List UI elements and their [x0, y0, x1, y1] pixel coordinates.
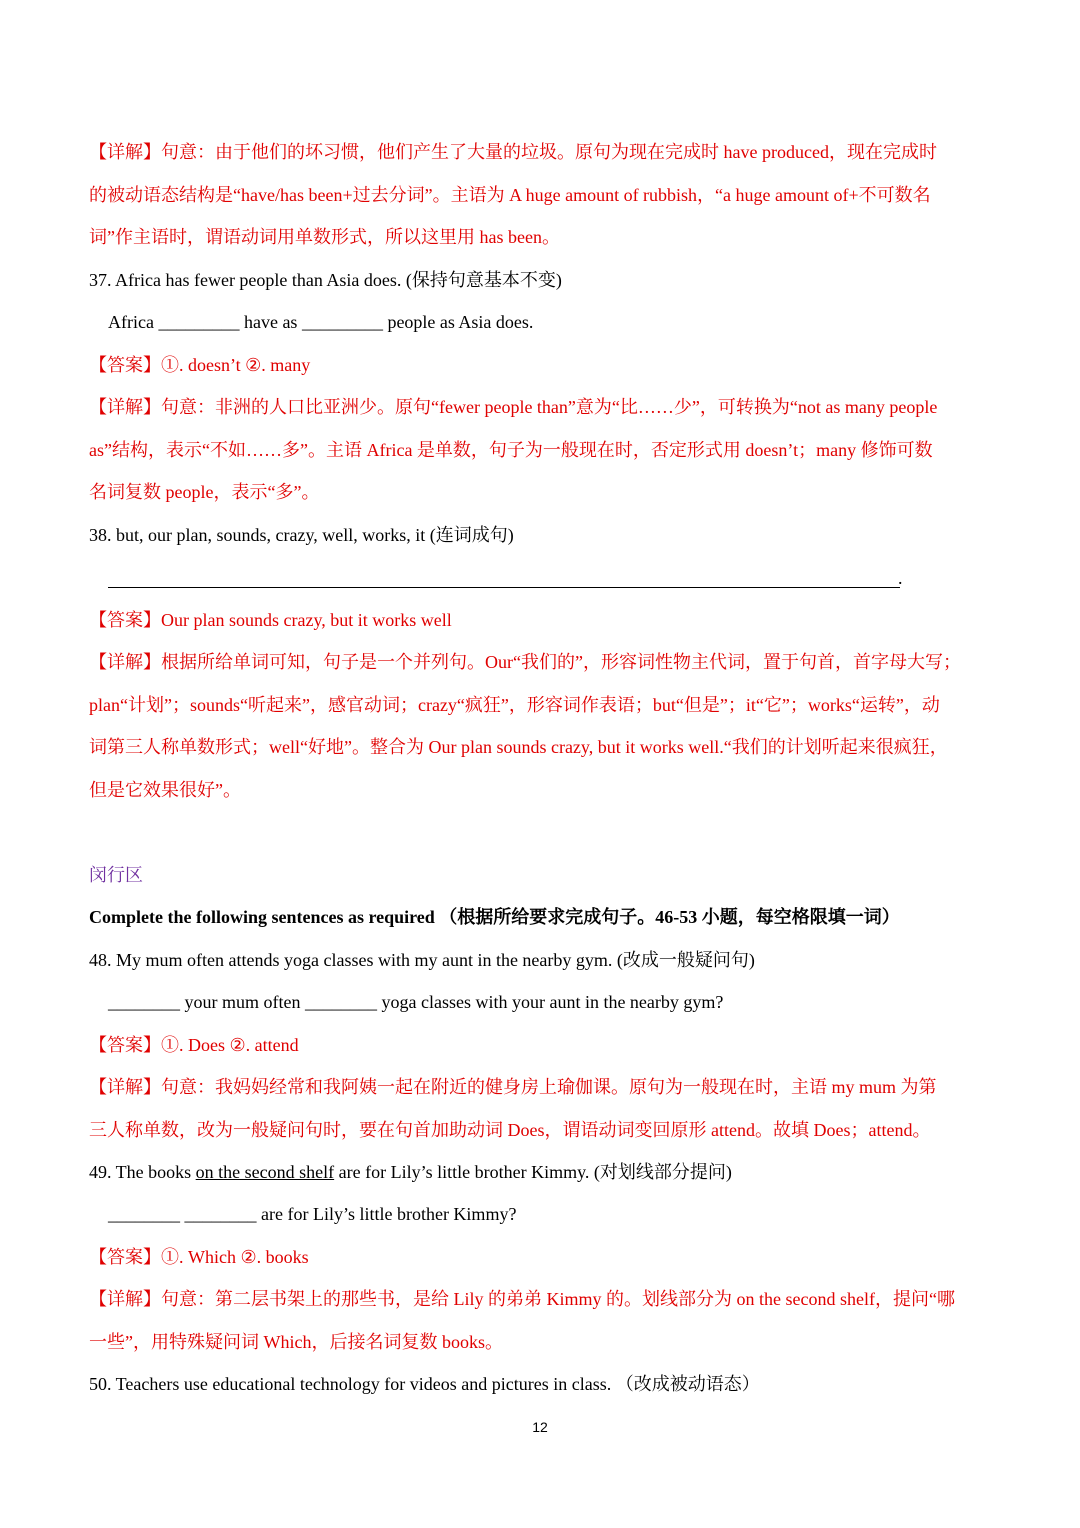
answer-49: 【答案】①. Which ②. books — [89, 1247, 309, 1267]
question-49-start: 49. The books — [89, 1162, 196, 1182]
explanation-36-line3: 词”作主语时，谓语动词用单数形式，所以这里用 has been。 — [89, 227, 560, 247]
explanation-37-line3: 名词复数 people，表示“多”。 — [89, 482, 320, 502]
explanation-37-line2: as”结构，表示“不如……多”。主语 Africa 是单数，句子为一般现在时，否定形式用 doesn’t；many 修饰可数 — [89, 440, 933, 460]
answer-48: 【答案】①. Does ②. attend — [89, 1035, 299, 1055]
explanation-38-line1: 【详解】根据所给单词可知，句子是一个并列句。Our“我们的”，形容词性物主代词，置于句首，首字母大写； — [89, 652, 961, 672]
explanation-38-line3: 词第三人称单数形式；well“好地”。整合为 Our plan sounds crazy, but it works well.“我们的计划听起来很疯狂， — [89, 737, 948, 757]
explanation-38-line2: plan“计划”；sounds“听起来”，感官动词；crazy“疯狂”，形容词作表语；but“但是”；it“它”；works“运转”，动 — [89, 695, 940, 715]
explanation-48-line1: 【详解】句意：我妈妈经常和我阿姨一起在附近的健身房上瑜伽课。原句为一般现在时，主语 my mum 为第 — [89, 1077, 937, 1097]
question-49-underlined-part: on the second shelf — [195, 1162, 335, 1182]
explanation-36-line1: 【详解】句意：由于他们的坏习惯，他们产生了大量的垃圾。原句为现在完成时 have produced，现在完成时 — [89, 142, 937, 162]
section-instructions: Complete the following sentences as required （根据所给要求完成句子。46-53 小题，每空格限填一词） — [89, 907, 900, 927]
question-49-end: are for Lily’s little brother Kimmy. (对划线部分提问) — [334, 1162, 732, 1182]
question-37-blank-sentence: Africa _________ have as _________ people as Asia does. — [108, 312, 534, 332]
explanation-48-line2: 三人称单数，改为一般疑问句时，要在句首加助动词 Does，谓语动词变回原形 attend。故填 Does；attend。 — [89, 1120, 931, 1140]
explanation-36-line2: 的被动语态结构是“have/has been+过去分词”。主语为 A huge amount of rubbish，“a huge amount of+不可数名 — [89, 185, 931, 205]
answer-38: 【答案】Our plan sounds crazy, but it works well — [89, 610, 452, 630]
question-48: 48. My mum often attends yoga classes with my aunt in the nearby gym. (改成一般疑问句) — [89, 950, 755, 970]
question-49-blank-sentence: ________ ________ are for Lily’s little brother Kimmy? — [108, 1204, 517, 1224]
question-48-blank-sentence: ________ your mum often ________ yoga classes with your aunt in the nearby gym? — [108, 992, 724, 1012]
explanation-37-line1: 【详解】句意：非洲的人口比亚洲少。原句“fewer people than”意为“比……少”，可转换为“not as many people — [89, 397, 938, 417]
explanation-49-line2: 一些”，用特殊疑问词 Which，后接名词复数 books。 — [89, 1332, 503, 1352]
answer-37: 【答案】①. doesn’t ②. many — [89, 355, 311, 375]
question-49 — [89, 1160, 989, 1184]
answer-line-period: . — [898, 568, 903, 588]
page-number: 12 — [532, 1419, 548, 1435]
question-50: 50. Teachers use educational technology for videos and pictures in class. （改成被动语态） — [89, 1374, 760, 1394]
question-37: 37. Africa has fewer people than Asia does. (保持句意基本不变) — [89, 270, 562, 290]
question-38: 38. but, our plan, sounds, crazy, well, works, it (连词成句) — [89, 525, 514, 545]
district-heading: 闵行区 — [89, 865, 143, 885]
answer-line-38 — [108, 587, 900, 588]
explanation-38-line4: 但是它效果很好”。 — [89, 780, 241, 800]
explanation-49-line1: 【详解】句意：第二层书架上的那些书，是给 Lily 的弟弟 Kimmy 的。划线部分为 on the second shelf，提问“哪 — [89, 1289, 955, 1309]
